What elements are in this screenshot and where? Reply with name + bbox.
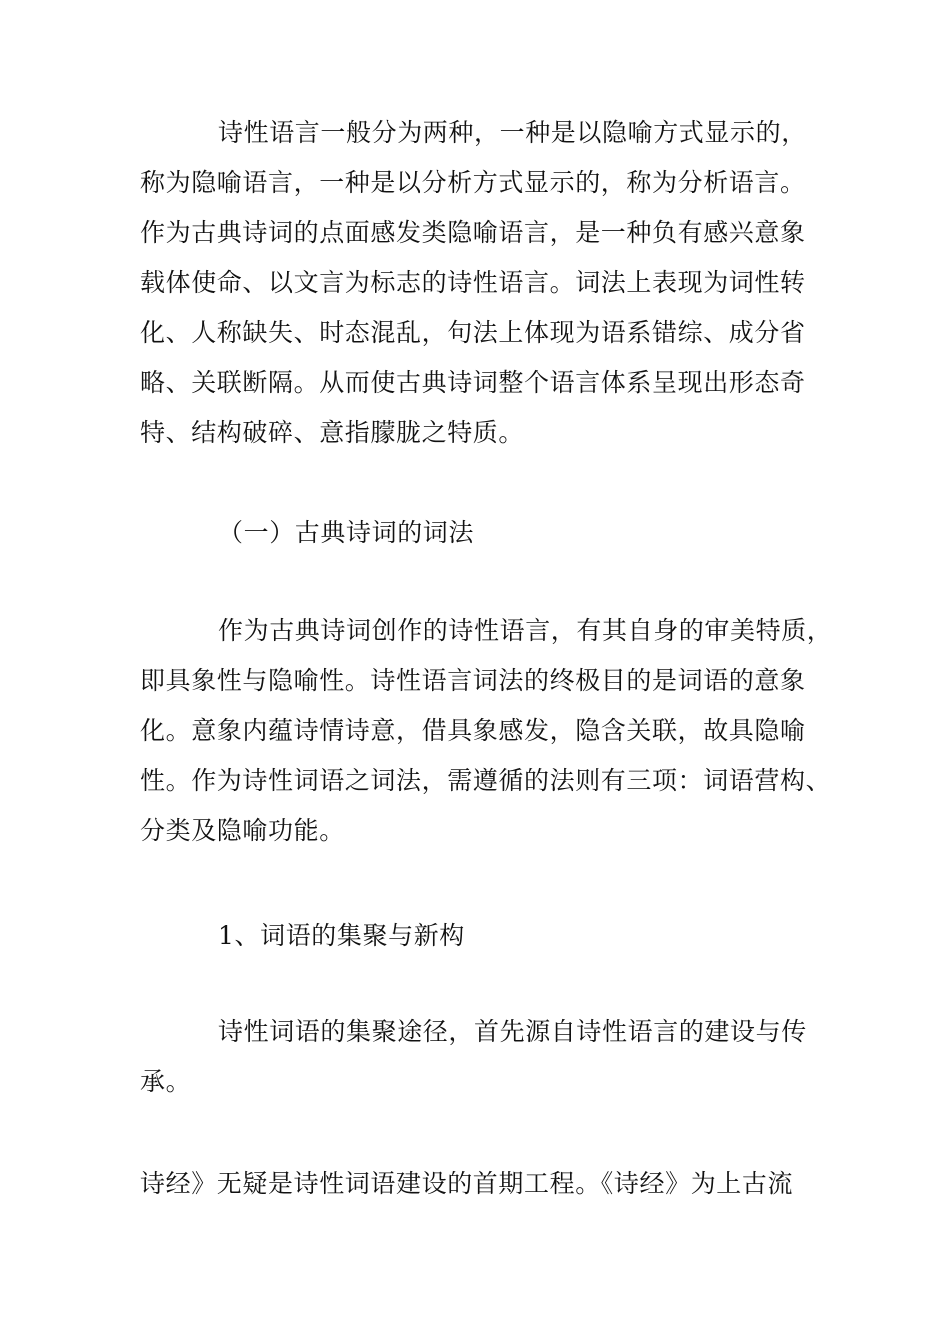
section-heading: （一）古典诗词的词法 [218,518,475,547]
text-line: 称为隐喻语言，一种是以分析方式显示的，称为分析语言。 [140,168,806,197]
text-line: 即具象性与隐喻性。诗性语言词法的终极目的是词语的意象 [140,666,806,695]
text-line: 承。 [140,1067,192,1096]
text-line: 作为古典诗词创作的诗性语言，有其自身的审美特质， [218,616,833,645]
subsection-heading: 1、词语的集聚与新构 [218,921,465,950]
text-line: 诗经》无疑是诗性词语建设的首期工程。《诗经》为上古流 [140,1169,794,1198]
text-line: 化、人称缺失、时态混乱，句法上体现为语系错综、成分省 [140,318,806,347]
text-line: 诗性词语的集聚途径，首先源自诗性语言的建设与传 [218,1017,807,1046]
text-line: 载体使命、以文言为标志的诗性语言。词法上表现为词性转 [140,268,806,297]
text-line: 略、关联断隔。从而使古典诗词整个语言体系呈现出形态奇 [140,368,806,397]
text-line: 诗性语言一般分为两种，一种是以隐喻方式显示的， [218,118,807,147]
text-line: 特、结构破碎、意指朦胧之特质。 [140,418,525,447]
text-line: 作为古典诗词的点面感发类隐喻语言，是一种负有感兴意象 [140,218,806,247]
text-line: 化。意象内蕴诗情诗意，借具象感发，隐含关联，故具隐喻 [140,716,806,745]
text-line: 性。作为诗性词语之词法，需遵循的法则有三项：词语营构、 [140,766,832,795]
text-line: 分类及隐喻功能。 [140,816,345,845]
